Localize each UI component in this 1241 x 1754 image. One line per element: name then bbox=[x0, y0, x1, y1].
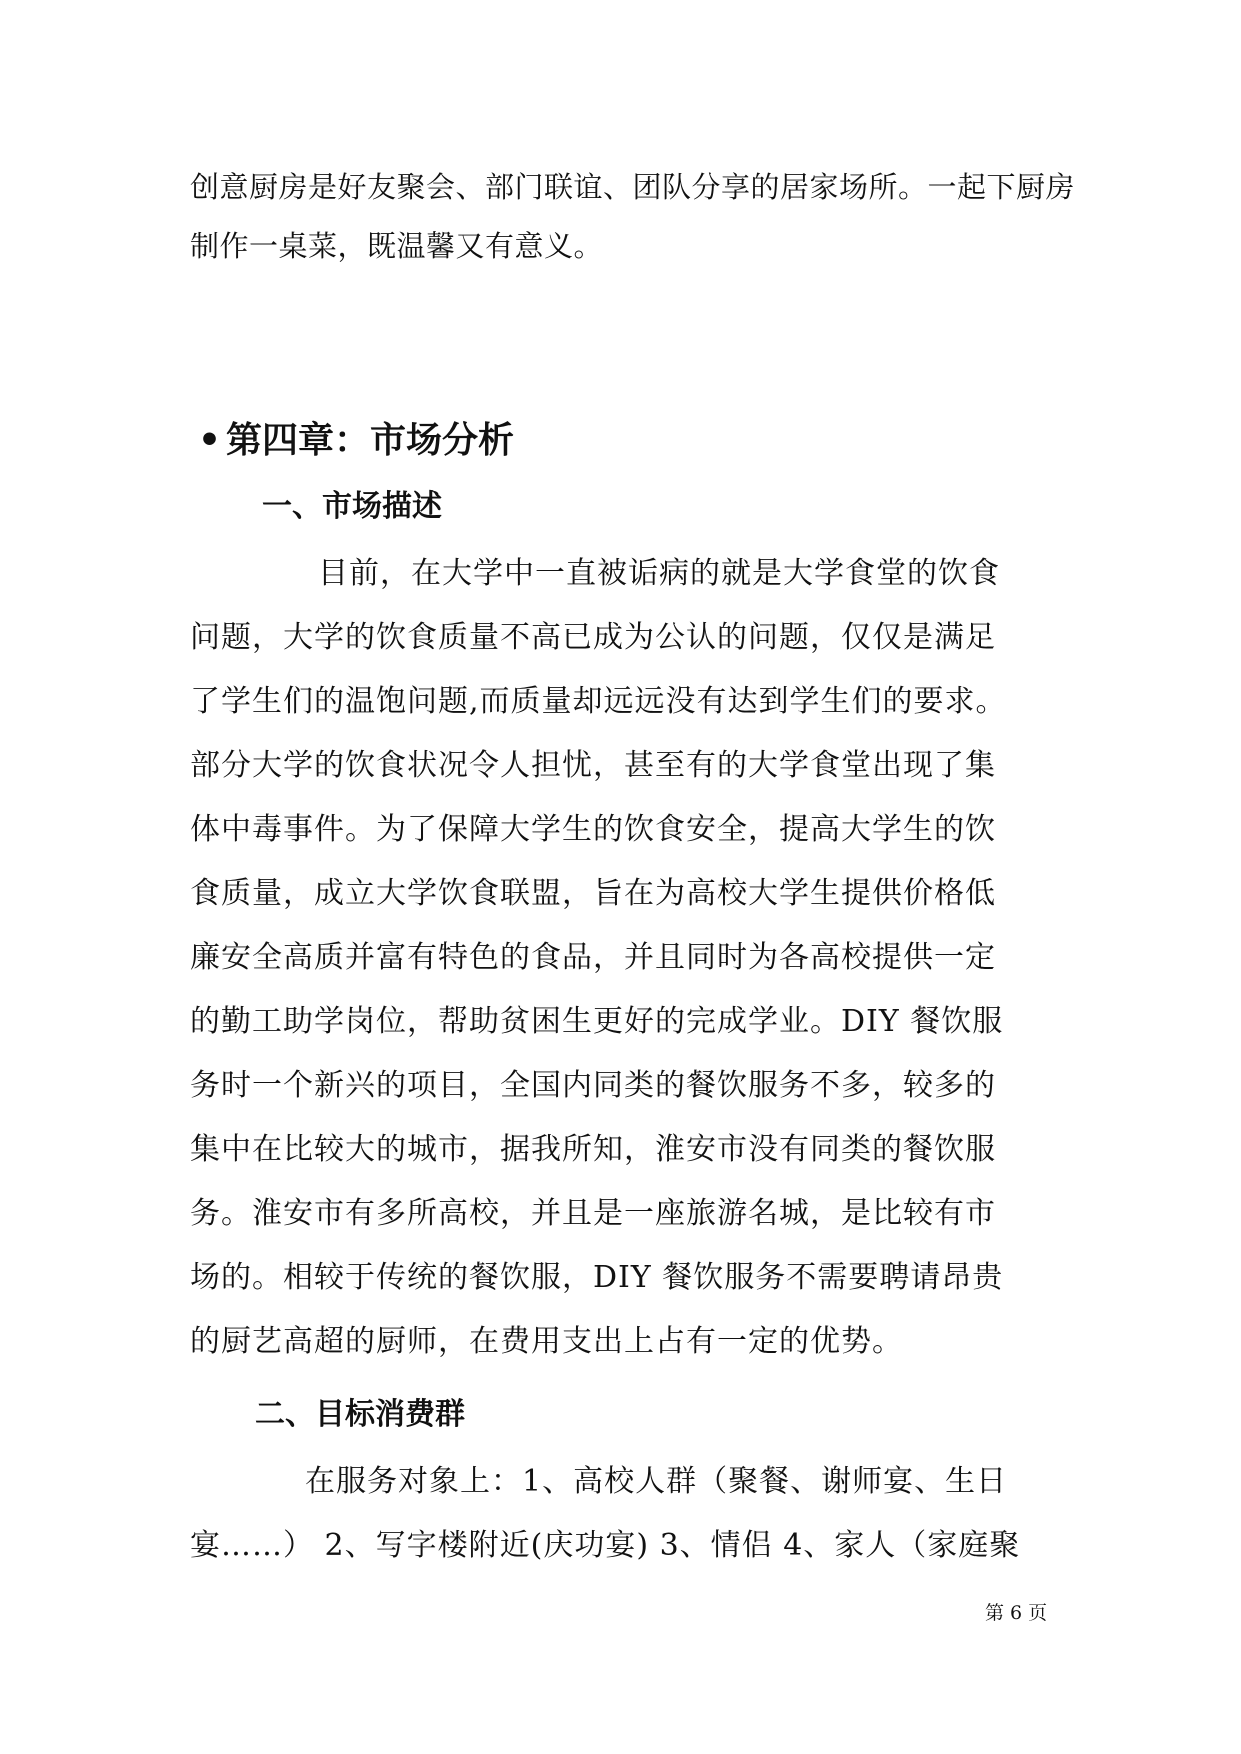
paragraph-line: 了学生们的温饱问题,而质量却远远没有达到学生们的要求。 bbox=[190, 684, 1007, 719]
bullet-icon: • bbox=[198, 420, 222, 461]
paragraph-line: 务时一个新兴的项目，全国内同类的餐饮服务不多，较多的 bbox=[190, 1068, 996, 1103]
page-number: 第 6 页 bbox=[985, 1602, 1048, 1624]
chapter-heading bbox=[198, 416, 514, 466]
paragraph-line: 宴……） 2、写字楼附近(庆功宴) 3、情侣 4、家人（家庭聚 bbox=[190, 1528, 1021, 1563]
section-heading-market-description: 一、市场描述 bbox=[262, 489, 442, 524]
paragraph-line: 场的。相较于传统的餐饮服，DIY 餐饮服务不需要聘请昂贵 bbox=[190, 1260, 1004, 1295]
intro-line-1: 创意厨房是好友聚会、部门联谊、团队分享的居家场所。一起下厨房 bbox=[190, 170, 1076, 204]
paragraph-line: 务。淮安市有多所高校，并且是一座旅游名城，是比较有市 bbox=[190, 1196, 996, 1231]
paragraph-line: 的勤工助学岗位，帮助贫困生更好的完成学业。DIY 餐饮服 bbox=[190, 1004, 1004, 1039]
section-heading-target-consumers: 二、目标消费群 bbox=[255, 1397, 465, 1432]
paragraph-line: 集中在比较大的城市，据我所知，淮安市没有同类的餐饮服 bbox=[190, 1132, 996, 1167]
paragraph-line: 的厨艺高超的厨师，在费用支出上占有一定的优势。 bbox=[190, 1324, 903, 1359]
paragraph-line: 目前，在大学中一直被诟病的就是大学食堂的饮食 bbox=[318, 556, 1000, 591]
intro-line-2: 制作一桌菜，既温馨又有意义。 bbox=[190, 229, 604, 263]
paragraph-line: 廉安全高质并富有特色的食品，并且同时为各高校提供一定 bbox=[190, 940, 996, 975]
paragraph-line: 在服务对象上：1、高校人群（聚餐、谢师宴、生日 bbox=[305, 1464, 1008, 1499]
paragraph-line: 部分大学的饮食状况令人担忧，甚至有的大学食堂出现了集 bbox=[190, 748, 996, 783]
paragraph-line: 体中毒事件。为了保障大学生的饮食安全，提高大学生的饮 bbox=[190, 812, 996, 847]
paragraph-line: 食质量，成立大学饮食联盟，旨在为高校大学生提供价格低 bbox=[190, 876, 996, 911]
paragraph-line: 问题，大学的饮食质量不高已成为公认的问题，仅仅是满足 bbox=[190, 620, 996, 655]
chapter-title: 第四章：市场分析 bbox=[226, 420, 515, 461]
